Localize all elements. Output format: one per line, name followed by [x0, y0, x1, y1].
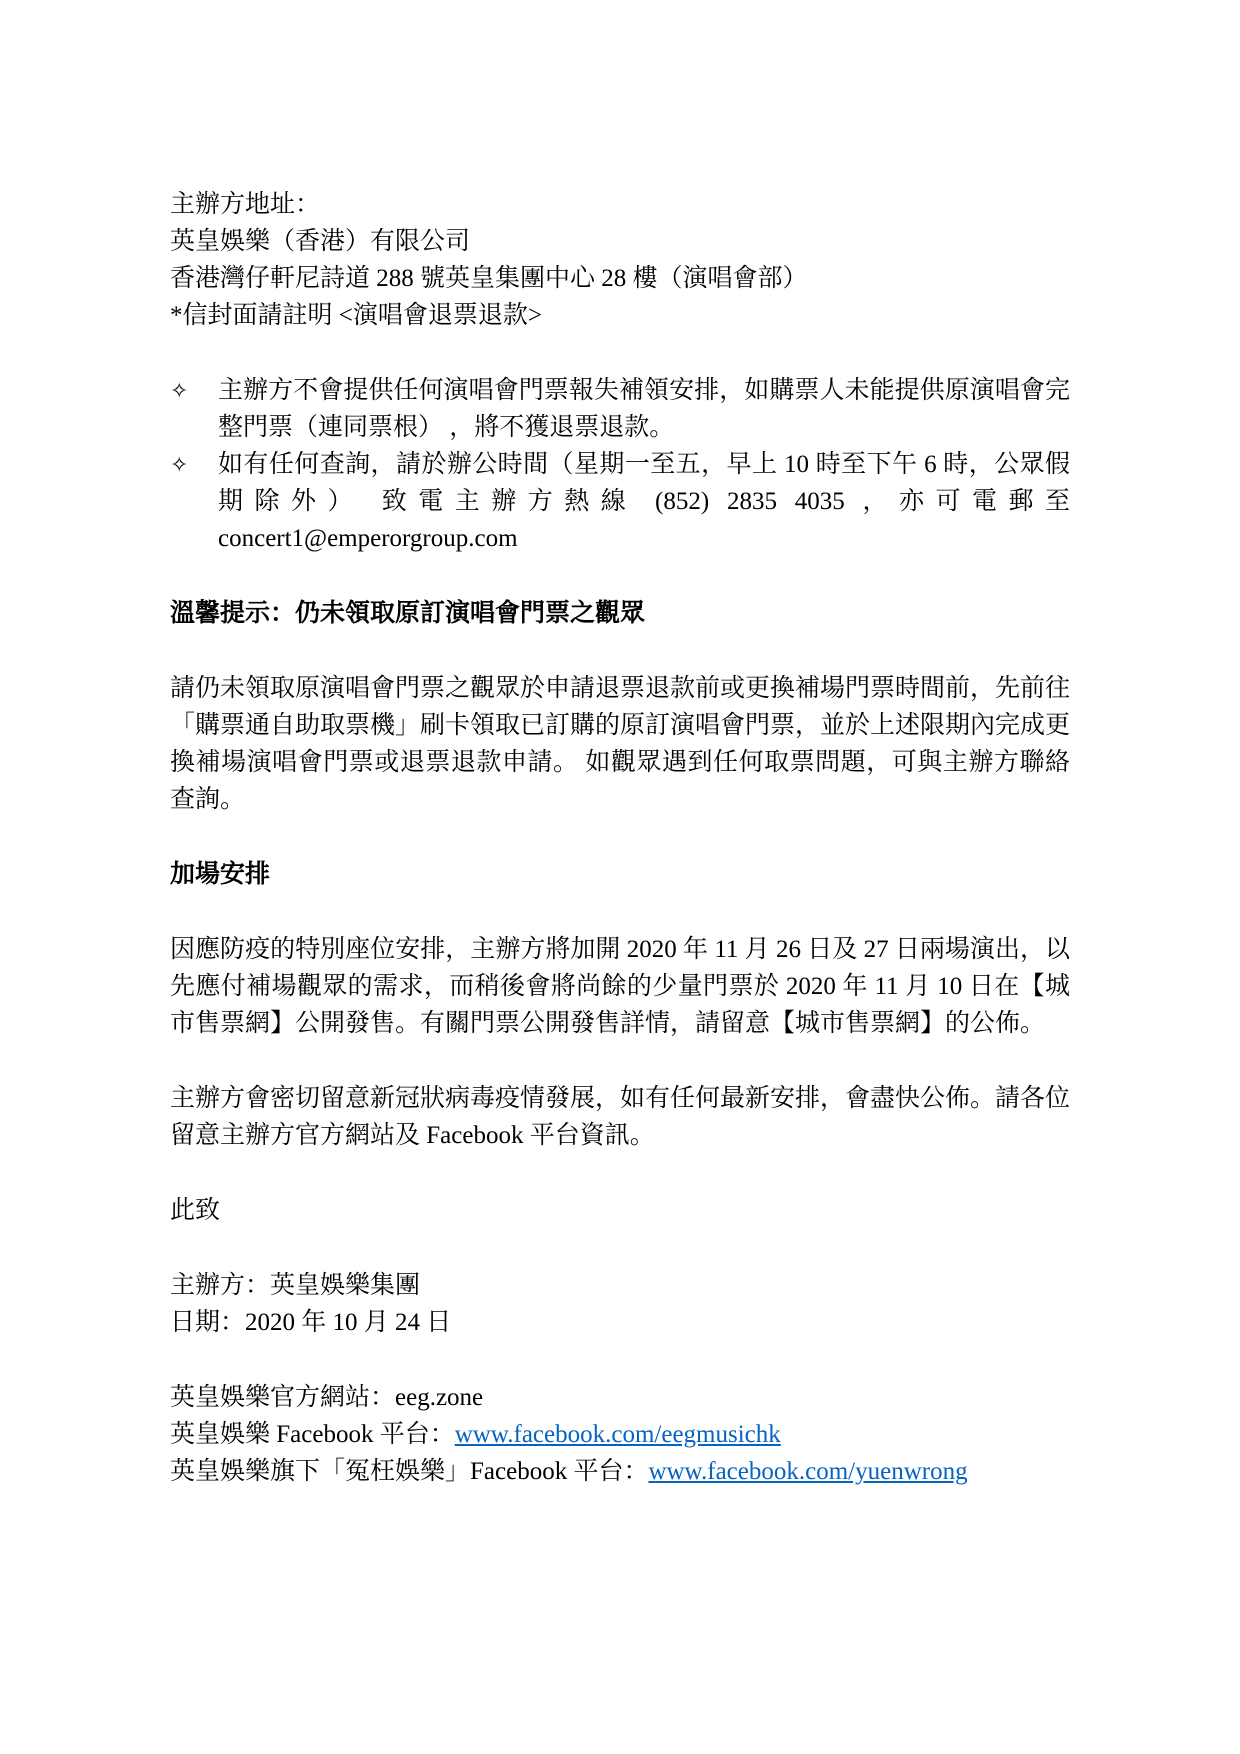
bullet-item: [170, 446, 1070, 557]
closing-organizer: 主辦方：英皇娛樂集團: [170, 1272, 421, 1299]
official-website-label: 英皇娛樂官方網站：: [170, 1384, 396, 1411]
reminder-heading: 溫馨提示：仍未領取原訂演唱會門票之觀眾: [170, 600, 646, 627]
yuenwrong-label: 英皇娛樂旗下「冤枉娛樂」Facebook 平台：: [170, 1458, 649, 1485]
address-envelope-note: *信封面請註明 <演唱會退票退款>: [170, 302, 542, 329]
extra-shows-paragraph-2: 主辦方會密切留意新冠狀病毒疫情發展，如有任何最新安排，會盡快公佈。請各位留意主辦方官方網站及 Facebook 平台資訊。: [170, 1085, 1071, 1149]
address-block: [170, 186, 1070, 334]
official-website-value: eeg.zone: [395, 1384, 484, 1411]
bullet-text: 主辦方不會提供任何演唱會門票報失補領安排，如購票人未能提供原演唱會完整門票（連同票根） ，將不獲退票退款。: [218, 377, 1070, 441]
address-street: 香港灣仔軒尼詩道 288 號英皇集團中心 28 樓（演唱會部）: [170, 265, 808, 292]
facebook-link[interactable]: www.facebook.com/eegmusichk: [454, 1421, 781, 1448]
footer-links-block: [170, 1379, 1070, 1490]
diamond-bullet-icon: ✧: [170, 378, 189, 403]
yuenwrong-line: [170, 1453, 1070, 1490]
reminder-paragraph: 請仍未領取原演唱會門票之觀眾於申請退票退款前或更換補場門票時間前，先前往「購票通自助取票機」刷卡領取已訂購的原訂演唱會門票，並於上述限期內完成更換補場演唱會門票或退票退款申請。 如觀眾遇到任何取票問題，可與主辦方聯絡查詢。: [170, 675, 1071, 813]
diamond-bullet-icon: ✧: [170, 452, 189, 477]
facebook-label: 英皇娛樂 Facebook 平台：: [170, 1421, 455, 1448]
bullet-text: 如有任何查詢，請於辦公時間（星期一至五，早上 10 時至下午 6 時，公眾假期除外） 致電主辦方熱線 (852) 2835 4035 ，亦可電郵至 concert1@emperorgroup.com: [218, 451, 1070, 552]
extra-shows-paragraph-1: 因應防疫的特別座位安排，主辦方將加開 2020 年 11 月 26 日及 27 日兩場演出，以先應付補場觀眾的需求，而稍後會將尚餘的少量門票於 2020 年 11 月 10 日在【城市售票網】公開發售。有關門票公開發售詳情，請留意【城市售票網】的公佈。: [170, 936, 1070, 1037]
address-title: 主辦方地址：: [170, 191, 321, 218]
official-website-line: [170, 1379, 1070, 1416]
extra-shows-heading: 加場安排: [170, 861, 271, 888]
notes-bullet-list: [170, 372, 1070, 557]
address-company: 英皇娛樂（香港）有限公司: [170, 228, 471, 255]
closing-date: 日期：2020 年 10 月 24 日: [170, 1309, 452, 1336]
yuenwrong-link[interactable]: www.facebook.com/yuenwrong: [648, 1458, 968, 1485]
bullet-item: [170, 372, 1070, 446]
closing-block: [170, 1267, 1070, 1341]
facebook-line: [170, 1416, 1070, 1453]
closing-salute: 此致: [170, 1197, 221, 1224]
